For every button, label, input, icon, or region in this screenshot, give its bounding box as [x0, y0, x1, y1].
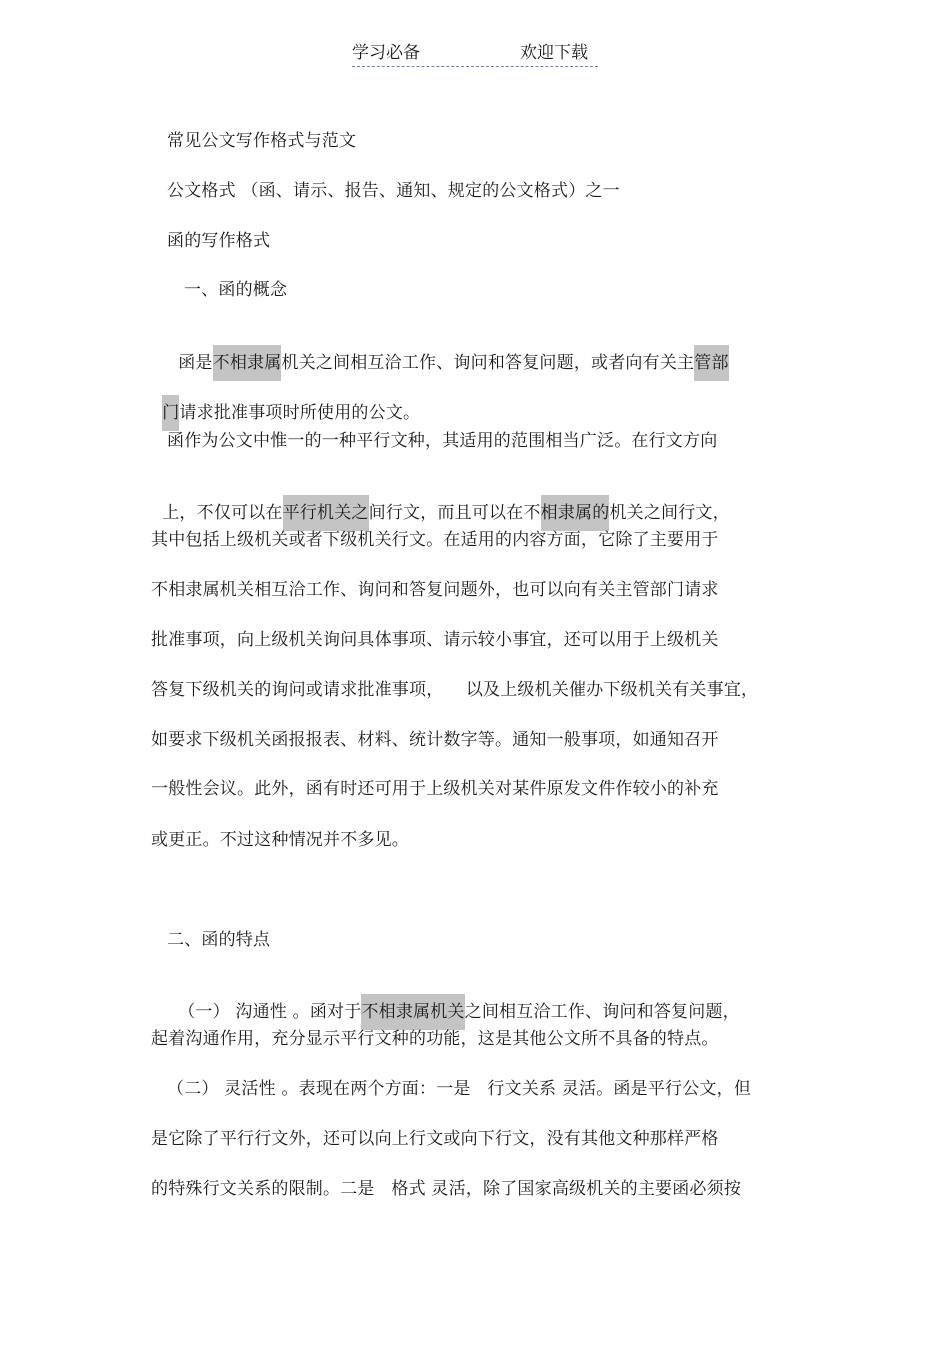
- section-title: 函的写作格式: [167, 231, 271, 251]
- paragraph-line: 不相隶属机关相互洽工作、询问和答复问题外，也可以向有关主管部门请求: [151, 580, 719, 600]
- header-left-text: 学习必备: [352, 43, 420, 63]
- paragraph-line: 一般性会议。此外，函有时还可用于上级机关对某件原发文件作较小的补充: [151, 779, 719, 799]
- heading-features: 二、函的特点: [167, 930, 271, 950]
- highlighted-text: 相隶属的: [541, 495, 610, 531]
- highlighted-text: 门: [162, 395, 179, 431]
- doc-title: 常见公文写作格式与范文: [167, 131, 357, 151]
- paragraph-line: 函作为公文中惟一的一种平行文种，其适用的范围相当广泛。在行文方向: [167, 431, 718, 451]
- paragraph-line: 是它除了平行行文外，还可以向上行文或向下行文，没有其他文种那样严格: [151, 1129, 719, 1149]
- text-run: 请求批准事项时所使用的公文。: [179, 403, 421, 423]
- text-run: 机关之间行文，: [609, 503, 730, 523]
- highlighted-text: 不相隶属机关: [361, 994, 464, 1030]
- paragraph-line: 批准事项，向上级机关询问具体事项、请示较小事宜，还可以用于上级机关: [151, 630, 719, 650]
- text-run: 之间相互洽工作、询问和答复问题，: [464, 1002, 740, 1022]
- heading-concept: 一、函的概念: [184, 280, 288, 300]
- paragraph-line: [151, 380, 420, 424]
- doc-subtitle: 公文格式 （函、请示、报告、通知、规定的公文格式）之一: [167, 181, 620, 201]
- paragraph-line: 其中包括上级机关或者下级机关行文。在适用的内容方面，它除了主要用于: [151, 530, 719, 550]
- header-right-text: 欢迎下载: [520, 43, 588, 63]
- paragraph-line: 起着沟通作用，充分显示平行文种的功能，这是其他公文所不具备的特点。: [151, 1029, 719, 1049]
- text-run: 间行文，而且可以在不: [368, 503, 541, 523]
- text-run: 机关之间相互洽工作、询问和答复问题，或者向有关主: [281, 353, 695, 373]
- highlighted-text: 平行机关之: [283, 495, 369, 531]
- text-run: （一） 沟通性 。函对于: [178, 1002, 362, 1022]
- page-header: [352, 42, 598, 67]
- paragraph-line: 的特殊行文关系的限制。二是 格式 灵活，除了国家高级机关的主要函必须按: [151, 1179, 742, 1199]
- text-run: 函是: [178, 353, 213, 373]
- paragraph-line: 答复下级机关的询问或请求批准事项， 以及上级机关催办下级机关有关事宜，: [151, 680, 759, 700]
- paragraph-line: （二） 灵活性 。表现在两个方面：一是 行文关系 灵活。函是平行公文，但: [167, 1079, 752, 1099]
- paragraph-line: [167, 979, 740, 1023]
- paragraph-line: 如要求下级机关函报报表、材料、统计数字等。通知一般事项，如通知召开: [151, 730, 719, 750]
- text-run: 上，不仅可以在: [162, 503, 283, 523]
- highlighted-text: 不相隶属: [213, 345, 282, 381]
- paragraph-line: [151, 480, 730, 524]
- paragraph-line: 或更正。不过这种情况并不多见。: [151, 830, 409, 850]
- paragraph-line: [167, 330, 729, 374]
- highlighted-text: 管部: [694, 345, 728, 381]
